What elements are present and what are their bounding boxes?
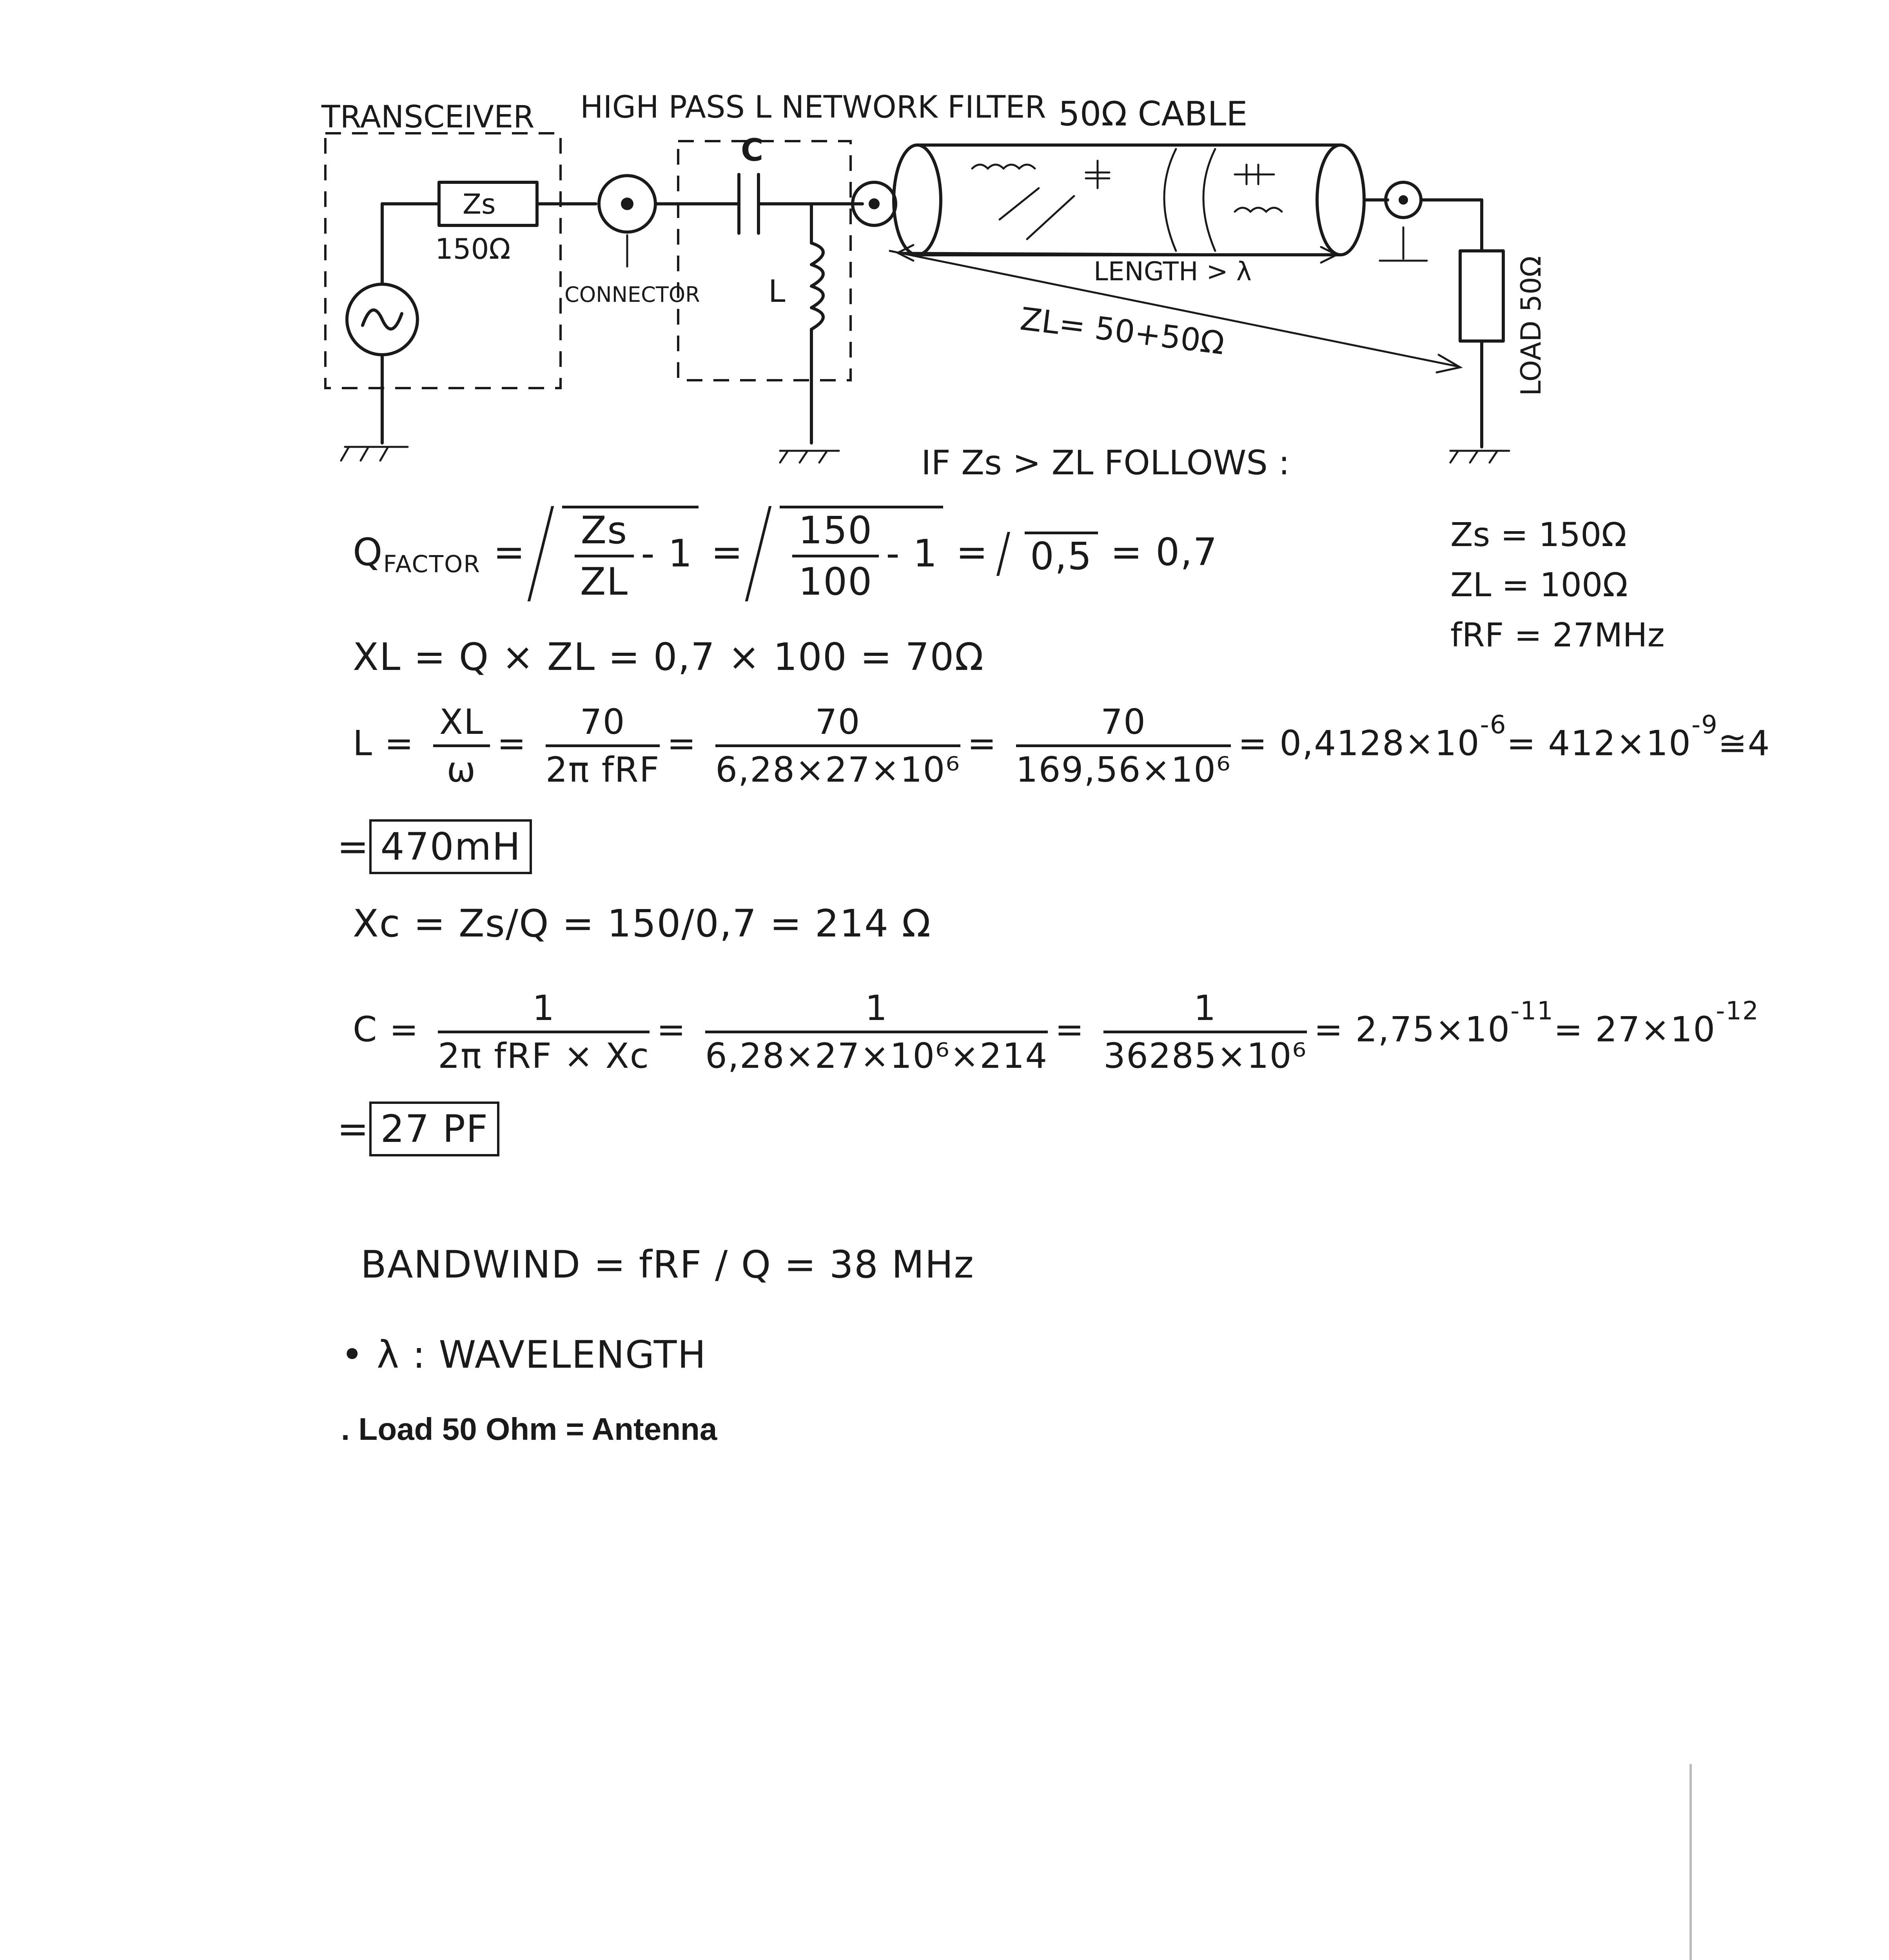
l-frac1-num: XL: [433, 702, 490, 747]
l-tail2: = 412×10: [1506, 723, 1691, 764]
c-lhs: C =: [353, 1009, 419, 1050]
load-resistor: [1460, 251, 1503, 341]
zs-label: Zs: [463, 188, 496, 220]
transceiver-label: TRANSCEIVER: [321, 100, 535, 135]
inductor-icon: [811, 243, 823, 329]
l-result-box: 470mH: [369, 819, 532, 874]
q-factor-equation: $Q_{FACTOR}$ = $\frac{Zs}{ZL}$ - 1 = $\frac{150}{100}$ - 1 = 0,5 = 0,7: [353, 506, 1218, 604]
load-label: LOAD 50Ω: [1515, 256, 1547, 396]
xc-equation: Xc = Zs/Q = 150/0,7 = 214 Ω: [353, 902, 931, 946]
length-label: LENGTH > λ: [1094, 256, 1252, 287]
given-frf: fRF = 27MHz: [1450, 616, 1665, 654]
l-frac3-num: 70: [715, 702, 960, 747]
c-equation: C = $\frac{1}{\text{2π fRF × Xc}}$ = $\frac{1}{\text{6,28×27×10⁶×214}}$ = $\frac{1}{\text{36285×10⁶}}$ = $2,75\times 10^{-11}= 27\times 10^{-12}$: [353, 988, 1759, 1076]
c-frac3-num: 1: [1103, 988, 1307, 1033]
bandwidth-equation: BANDWIND = fRF / Q = 38 MHz: [361, 1243, 974, 1287]
scan-mark: [1689, 1764, 1692, 1960]
zs-value-label: 150Ω: [435, 232, 511, 265]
l-tail3: ≅4: [1718, 723, 1771, 764]
c-frac2-den: 6,28×27×10⁶×214: [705, 1036, 1048, 1076]
l-frac2-den: 2π fRF: [545, 750, 660, 790]
q-frac2-num: 150: [792, 508, 879, 557]
inductor-label: L: [768, 274, 786, 309]
xl-equation: XL = Q × ZL = 0,7 × 100 = 70Ω: [353, 635, 984, 679]
filter-title: HIGH PASS L NETWORK FILTER: [580, 90, 1046, 125]
capacitor-label: C: [741, 133, 764, 168]
c-tail2: = 27×10: [1553, 1009, 1716, 1050]
c-tail: = 2,75×10: [1314, 1009, 1511, 1050]
c-tail-exp: -11: [1510, 996, 1554, 1026]
l-result: = 470mH: [337, 819, 532, 874]
cable-title: 50Ω CABLE: [1058, 94, 1248, 134]
l-tail-exp: -6: [1480, 710, 1507, 740]
l-frac4-den: 169,56×10⁶: [1016, 750, 1231, 790]
c-result-box: 27 PF: [369, 1102, 499, 1156]
c-frac1-den: 2π fRF × Xc: [438, 1036, 650, 1076]
q-lhs-sub: FACTOR: [383, 550, 481, 578]
c-frac1-num: 1: [438, 988, 650, 1033]
q-root-value: 0,5: [1030, 534, 1092, 578]
c-frac3-den: 36285×10⁶: [1103, 1036, 1307, 1076]
l-lhs: L =: [353, 723, 414, 764]
l-frac2-num: 70: [546, 702, 660, 747]
q-sqrt-3: [1025, 532, 1098, 578]
condition-text: IF Zs > ZL FOLLOWS :: [921, 443, 1290, 483]
l-frac4-num: 70: [1016, 702, 1231, 747]
c-result: = 27 PF: [337, 1102, 499, 1156]
q-minus-one-2: - 1: [886, 531, 938, 575]
q-sqrt-2: [780, 506, 943, 604]
lambda-note: • λ : WAVELENGTH: [341, 1333, 707, 1377]
l-tail: = 0,4128×10: [1238, 723, 1480, 764]
zl-arrow-label: ZL= 50+50Ω: [1018, 300, 1227, 362]
connector-label: CONNECTOR: [564, 282, 700, 307]
filter-box: [678, 141, 851, 380]
given-zl: ZL = 100Ω: [1450, 566, 1628, 604]
footer-note: . Load 50 Ohm = Antenna: [341, 1412, 717, 1446]
c-tail2-exp: -12: [1716, 996, 1759, 1026]
l-frac1-den: ω: [446, 750, 477, 790]
q-minus-one: - 1: [641, 531, 693, 575]
given-values: [1450, 510, 1665, 660]
q-frac1-num: Zs: [575, 508, 634, 557]
q-result: = 0,7: [1111, 530, 1218, 574]
q-frac2-den: 100: [798, 560, 873, 604]
given-zs: Zs = 150Ω: [1450, 515, 1627, 554]
circuit-diagram: [0, 0, 1889, 490]
l-tail2-exp: -9: [1691, 710, 1718, 740]
c-frac2-num: 1: [705, 988, 1048, 1033]
l-equation: L = $\frac{XL}{\omega}$ = $\frac{70}{\text{2π fRF}}$ = $\frac{70}{\text{6,28×27×10⁶}}$ = $\frac{70}{\text{169,56×10⁶}}$ = $0,4128\times 10^{-6}=$ $412\times 10^{-9}≅4$: [353, 702, 1771, 790]
coax-cable: [917, 145, 1341, 255]
l-frac3-den: 6,28×27×10⁶: [715, 750, 960, 790]
q-sqrt-1: [562, 506, 699, 604]
q-lhs: Q: [353, 530, 383, 574]
q-frac1-den: ZL: [580, 560, 629, 604]
